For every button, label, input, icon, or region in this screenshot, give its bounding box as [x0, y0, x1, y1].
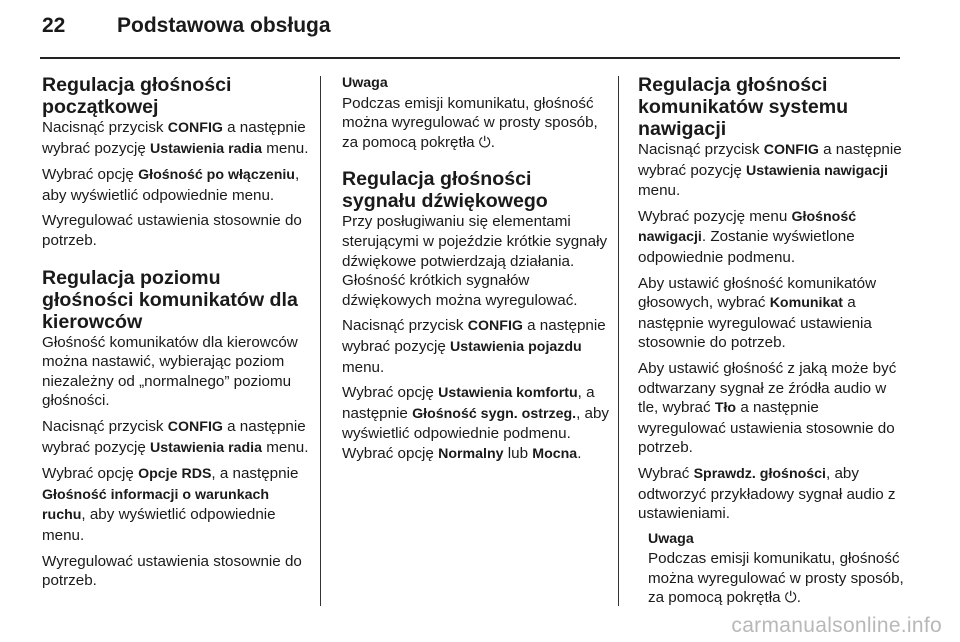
- text-run: Wybrać opcję: [42, 465, 139, 483]
- note-title: Uwaga: [648, 530, 694, 547]
- text-run: , aby wyświetlić odpowiednie podmenu. Wybrać opcję: [342, 404, 610, 462]
- menu-term: CONFIG: [763, 142, 819, 158]
- page-title: Podstawowa obsługa: [117, 14, 331, 37]
- paragraph: Wyregulować ustawienia stosownie do potrzeb.: [42, 212, 302, 249]
- text-run: a następnie wybrać pozycję: [342, 317, 606, 355]
- text-run: menu.: [262, 438, 309, 456]
- section-title: Regulacja głośności sygnału dźwiękowego: [342, 168, 548, 213]
- column-divider: [618, 76, 619, 606]
- menu-term: Głośność nawigacji: [638, 208, 857, 246]
- paragraph: [342, 383, 610, 464]
- menu-term: Sprawdz. głośności: [693, 465, 827, 482]
- menu-term: Opcje RDS: [138, 466, 212, 483]
- menu-term: Głośność sygn. ostrzeg.: [412, 405, 577, 422]
- text-run: , aby wyświetlić odpowiednie menu.: [42, 506, 276, 544]
- text-run: lub: [503, 444, 533, 462]
- text-run: a następnie wybrać pozycję: [42, 417, 306, 456]
- text-run: Wybrać opcję: [42, 166, 139, 184]
- paragraph: [638, 207, 906, 268]
- header-rule: [40, 57, 900, 59]
- menu-term: Ustawienia radia: [150, 439, 263, 456]
- menu-term: Normalny: [438, 445, 504, 462]
- paragraph: [42, 417, 310, 458]
- text-run: Nacisnąć przycisk: [342, 317, 468, 335]
- text-run: menu.: [262, 139, 309, 157]
- paragraph: [42, 165, 310, 205]
- column-2: [342, 74, 610, 471]
- paragraph: Wyregulować ustawienia stosownie do potrzeb.: [42, 552, 302, 590]
- menu-term: CONFIG: [167, 120, 223, 136]
- text-run: menu.: [638, 182, 681, 200]
- paragraph: [638, 140, 906, 201]
- paragraph: [638, 359, 906, 458]
- text-run: . Zostanie wyświetlone odpowiednie podmenu.: [638, 228, 855, 266]
- text-run: Wybrać opcję: [342, 384, 439, 402]
- text-run: , aby odtworzyć przykładowy sygnał audio z ustawieniami.: [638, 464, 896, 523]
- text-run: a następnie wybrać pozycję: [638, 141, 902, 179]
- text-run: a następnie wybrać pozycję: [42, 119, 306, 157]
- text-run: , a następnie: [342, 384, 595, 422]
- menu-term: Ustawienia radia: [150, 140, 263, 157]
- paragraph: [342, 316, 610, 377]
- note-title: Uwaga: [342, 75, 388, 91]
- text-run: a następnie wyregulować ustawienia stosownie do potrzeb.: [638, 294, 872, 352]
- paragraph: Przy posługiwaniu się elementami sterującymi w pojeździe krótkie sygnały dźwiękowe potwierdzają działania. Głośność krótkich sygnałów dźwiękowych można wyregulować.: [342, 213, 608, 309]
- text-run: Aby ustawić głośność komunikatów głosowych, wybrać: [638, 274, 877, 312]
- text-run: , a następnie: [211, 465, 299, 483]
- note-box: [638, 530, 906, 608]
- section-title: Regulacja poziomu głośności komunikatów dla kierowców: [42, 266, 298, 333]
- menu-term: Ustawienia komfortu: [438, 385, 578, 402]
- note-box: [342, 74, 610, 152]
- text-run: Nacisnąć przycisk: [42, 417, 168, 435]
- paragraph: [638, 274, 906, 353]
- paragraph: [638, 464, 906, 524]
- menu-term: Ustawienia pojazdu: [450, 338, 582, 355]
- text-run: Nacisnąć przycisk: [42, 119, 168, 136]
- page-number: 22: [42, 14, 66, 37]
- menu-term: Mocna: [532, 445, 578, 462]
- watermark: carmanualsonline.info: [731, 614, 942, 637]
- section-title: Regulacja głośności początkowej: [42, 74, 232, 118]
- column-divider: [320, 76, 321, 606]
- column-1: [42, 74, 310, 597]
- menu-term: CONFIG: [467, 318, 523, 335]
- note-text: Podczas emisji komunikatu, głośność można wyregulować w prosty sposób, za pomocą pokrętła ⏻.: [342, 94, 598, 151]
- text-run: a następnie wyregulować ustawienia stosownie do potrzeb.: [638, 399, 895, 457]
- section-title: Regulacja głośności komunikatów systemu nawigacji: [638, 74, 849, 140]
- paragraph: [42, 464, 310, 545]
- menu-term: Głośność informacji o warunkach ruchu: [42, 486, 270, 524]
- menu-term: Tło: [714, 400, 737, 417]
- paragraph: [42, 118, 310, 159]
- text-run: menu.: [342, 358, 385, 376]
- menu-term: Ustawienia nawigacji: [746, 162, 888, 179]
- text-run: Wybrać: [638, 464, 694, 482]
- menu-term: Komunikat: [769, 295, 843, 312]
- text-run: Wybrać pozycję menu: [638, 207, 792, 225]
- menu-term: CONFIG: [167, 418, 223, 435]
- column-3: [638, 74, 906, 614]
- paragraph: Głośność komunikatów dla kierowców można nastawić, wybierając poziom niezależny od „normalnego” poziomu głośności.: [42, 333, 298, 410]
- text-run: .: [577, 444, 582, 462]
- note-text: Podczas emisji komunikatu, głośność można wyregulować w prosty sposób, za pomocą pokrętła ⏻.: [648, 550, 904, 607]
- page-header: [42, 14, 331, 38]
- text-run: , aby wyświetlić odpowiednie menu.: [42, 166, 300, 204]
- menu-term: Głośność po włączeniu: [138, 167, 295, 184]
- text-run: Nacisnąć przycisk: [638, 141, 764, 158]
- text-run: Aby ustawić głośność z jaką może być odtwarzany sygnał ze źródła audio w tle, wybrać: [638, 359, 897, 417]
